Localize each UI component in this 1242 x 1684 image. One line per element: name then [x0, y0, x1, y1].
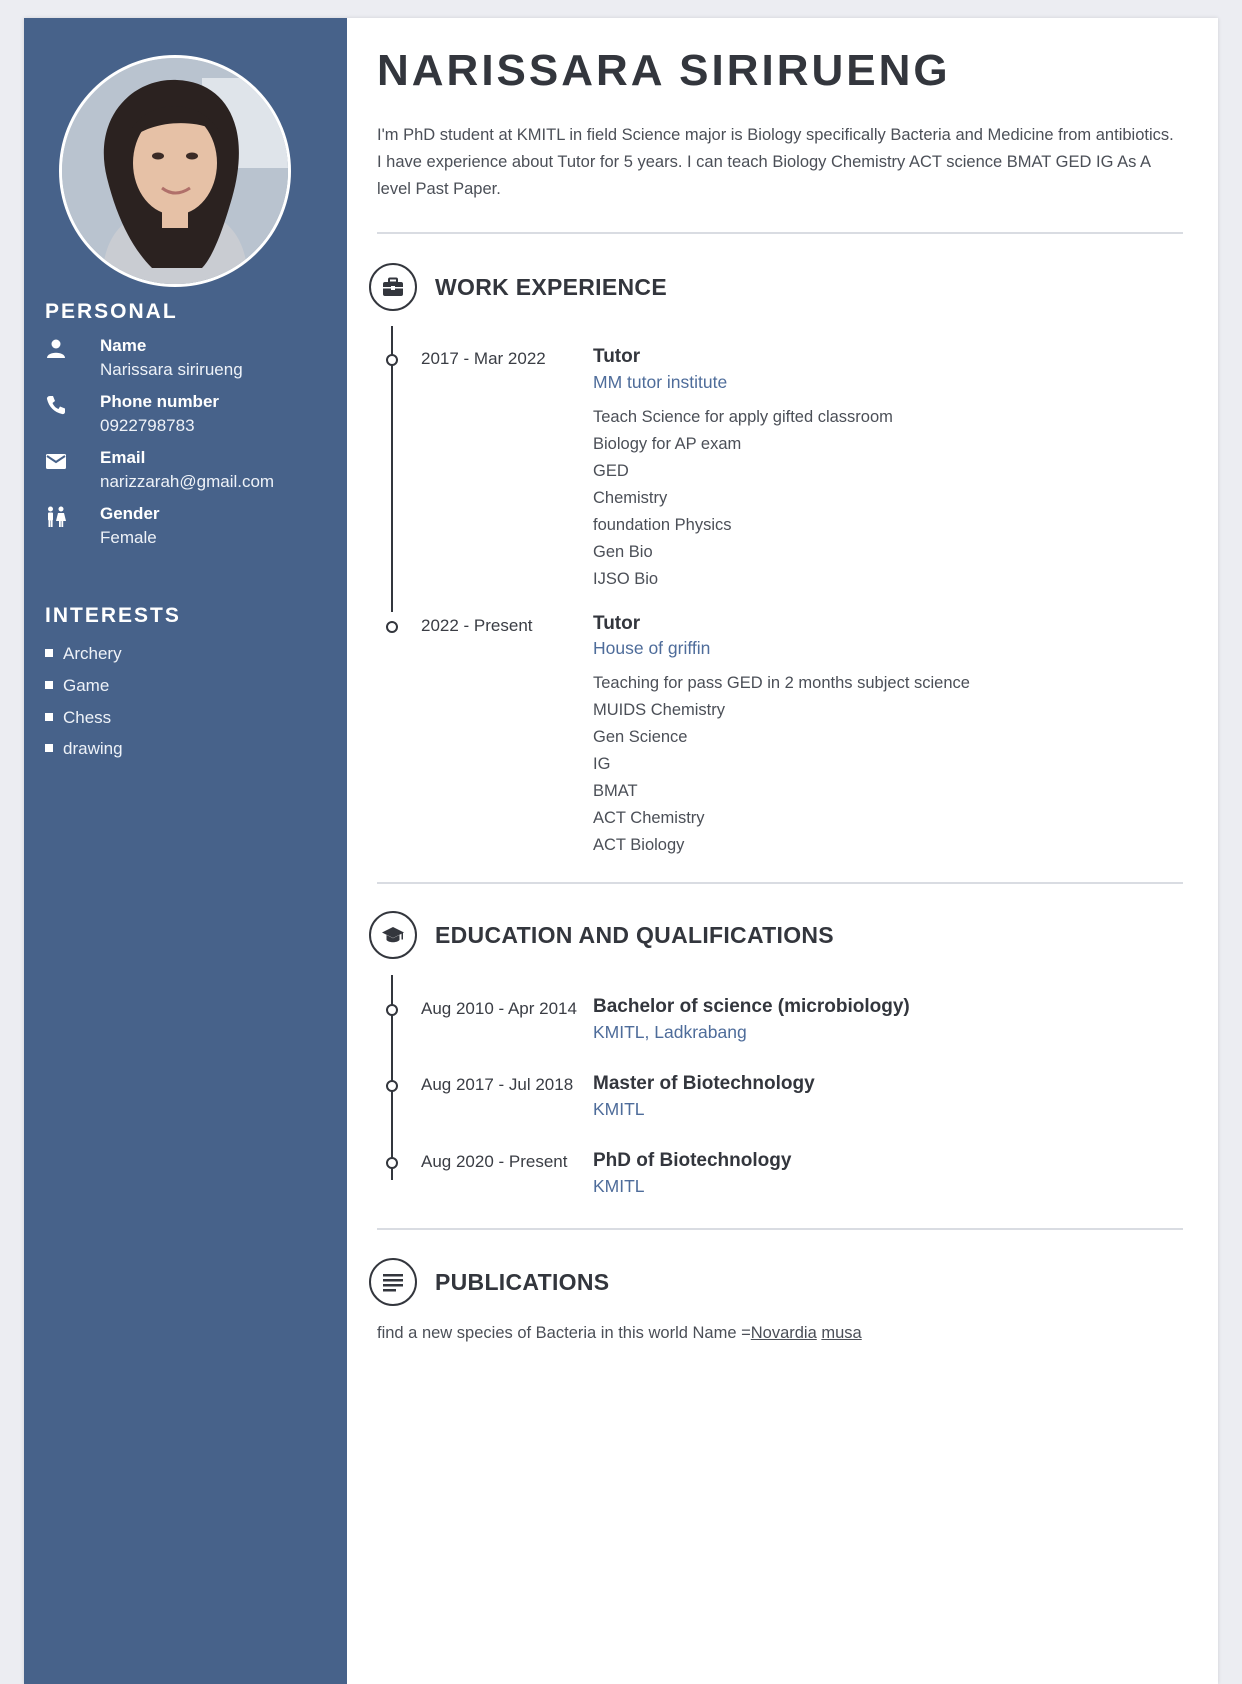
personal-value: Female: [100, 528, 157, 547]
work-org: MM tutor institute: [593, 372, 728, 392]
divider: [377, 882, 1183, 884]
interest-item: Archery: [45, 644, 122, 664]
profile-photo: [59, 55, 291, 287]
timeline-line: [391, 326, 393, 612]
work-org: House of griffin: [593, 638, 711, 658]
publication-text: find a new species of Bacteria in this world Name =Novardia musa: [377, 1324, 862, 1342]
briefcase-icon: [369, 263, 417, 311]
timeline-dot: [386, 354, 398, 366]
work-duties-list: [593, 404, 893, 593]
education-date: Aug 2020 - Present: [421, 1152, 568, 1171]
education-date: Aug 2010 - Apr 2014: [421, 999, 577, 1018]
education-date: Aug 2017 - Jul 2018: [421, 1075, 574, 1094]
bullet-icon: [45, 681, 53, 689]
sidebar: [24, 18, 347, 1684]
divider: [377, 1228, 1183, 1230]
education-degree: PhD of Biotechnology: [593, 1150, 792, 1171]
section-title-education: EDUCATION AND QUALIFICATIONS: [435, 922, 834, 948]
gender-icon: [45, 506, 67, 528]
list-item: Gen Science: [593, 728, 688, 746]
list-item: ACT Biology: [593, 836, 685, 854]
personal-value: 0922798783: [100, 416, 195, 435]
personal-value: Narissara sirirueng: [100, 360, 243, 379]
species-epithet: musa: [821, 1324, 862, 1342]
education-school: KMITL, Ladkrabang: [593, 1022, 747, 1042]
graduation-cap-icon: [369, 911, 417, 959]
list-item: BMAT: [593, 782, 638, 800]
timeline-dot: [386, 1004, 398, 1016]
list-item: Teaching for pass GED in 2 months subject science: [593, 674, 970, 692]
personal-item-name: [45, 336, 335, 386]
bullet-icon: [45, 744, 53, 752]
list-item: Biology for AP exam: [593, 435, 742, 453]
list-item: Chemistry: [593, 489, 668, 507]
personal-heading: PERSONAL: [45, 300, 178, 323]
list-item: ACT Chemistry: [593, 809, 705, 827]
resume-page: [24, 18, 1218, 1684]
personal-item-phone: [45, 392, 335, 442]
work-role: Tutor: [593, 613, 641, 634]
bullet-icon: [45, 713, 53, 721]
personal-label: Email: [100, 448, 146, 467]
personal-item-email: [45, 448, 335, 498]
summary-text: I'm PhD student at KMITL in field Science major is Biology specifically Bacteria and Medicine from antibiotics. I have experience about Tutor for 5 years. I can teach Biology Chemistry ACT science BMAT GED IG As A level Past Paper.: [377, 126, 1174, 198]
interest-item: Chess: [45, 708, 111, 728]
bullet-icon: [45, 649, 53, 657]
list-item: Gen Bio: [593, 543, 653, 561]
document-lines-icon: [369, 1258, 417, 1306]
timeline-dot: [386, 1157, 398, 1169]
timeline-dot: [386, 1080, 398, 1092]
work-duties-list: [593, 670, 970, 859]
section-title-publications: PUBLICATIONS: [435, 1269, 610, 1295]
list-item: MUIDS Chemistry: [593, 701, 726, 719]
education-school: KMITL: [593, 1099, 645, 1119]
personal-item-gender: [45, 504, 335, 554]
education-degree: Bachelor of science (microbiology): [593, 996, 910, 1017]
personal-value: narizzarah@gmail.com: [100, 472, 275, 491]
work-date: 2017 - Mar 2022: [421, 349, 546, 368]
main-content: [347, 18, 1218, 1684]
personal-label: Name: [100, 336, 147, 355]
divider: [377, 232, 1183, 234]
list-item: IJSO Bio: [593, 570, 659, 588]
list-item: foundation Physics: [593, 516, 732, 534]
list-item: GED: [593, 462, 629, 480]
education-school: KMITL: [593, 1176, 645, 1196]
education-degree: Master of Biotechnology: [593, 1073, 815, 1094]
personal-label: Gender: [100, 504, 160, 523]
person-icon: [45, 338, 67, 360]
interest-item: drawing: [45, 739, 123, 759]
list-item: Teach Science for apply gifted classroom: [593, 408, 893, 426]
list-item: IG: [593, 755, 611, 773]
interest-item: Game: [45, 676, 109, 696]
section-title-work: WORK EXPERIENCE: [435, 274, 667, 300]
work-date: 2022 - Present: [421, 616, 533, 635]
personal-label: Phone number: [100, 392, 220, 411]
email-icon: [45, 450, 67, 472]
work-role: Tutor: [593, 346, 641, 367]
interests-heading: INTERESTS: [45, 604, 181, 627]
species-genus: Novardia: [750, 1324, 817, 1342]
page-title: NARISSARA SIRIRUENG: [377, 46, 951, 95]
timeline-dot: [386, 621, 398, 633]
phone-icon: [45, 394, 67, 416]
